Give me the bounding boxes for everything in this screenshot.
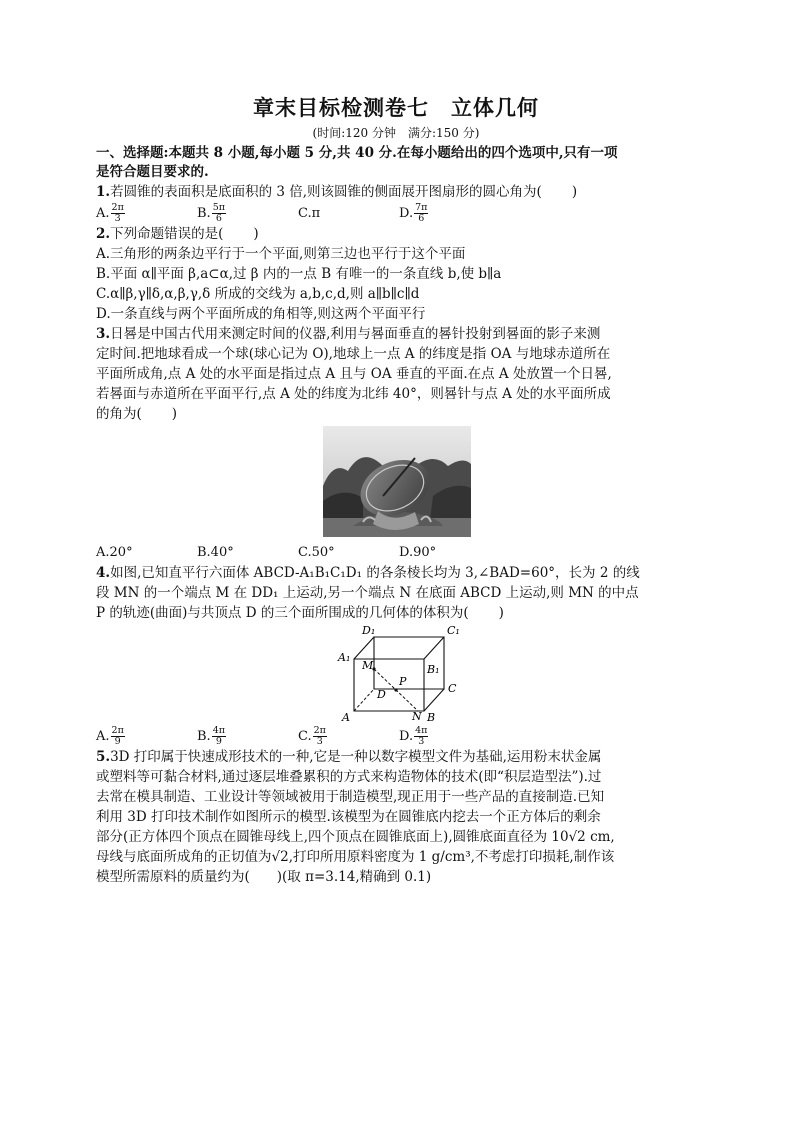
label-a1: A₁ xyxy=(338,651,351,664)
question-number: 3. xyxy=(96,326,111,342)
option-d[interactable] xyxy=(399,726,500,747)
question-text-line: 模型所需原料的质量约为( )(取 π=3.14,精确到 0.1) xyxy=(96,869,432,885)
option-d[interactable]: D.一条直线与两个平面所成的角相等,则这两个平面平行 xyxy=(96,306,426,322)
question-text-line: 母线与底面所成角的正切值为√2,打印所用原料密度为 1 g/cm³,不考虑打印损耗,制作该 xyxy=(96,849,615,865)
q1-options xyxy=(96,202,696,224)
option-label: D. xyxy=(399,205,414,221)
label-c1: C₁ xyxy=(447,625,460,637)
question-text-line: 的角为( xyxy=(96,406,142,422)
question-close: ) xyxy=(571,184,578,200)
parallelepiped-figure xyxy=(336,625,466,723)
option-label: B. xyxy=(197,728,211,744)
option-a[interactable] xyxy=(96,203,197,224)
question-5 xyxy=(96,747,696,887)
exam-time-score: (时间:120 分钟 满分:150 分) xyxy=(312,126,480,140)
fraction: $\frac{2\pi}{3}$ xyxy=(313,724,326,747)
label-b: B xyxy=(427,711,436,723)
option-d[interactable]: D.90° xyxy=(399,544,437,560)
option-b[interactable] xyxy=(197,203,298,224)
fraction: $\frac{2\pi}{3}$ xyxy=(111,201,124,224)
option-label: A. xyxy=(96,205,110,221)
label-a: A xyxy=(342,711,350,723)
option-a[interactable]: A.三角形的两条边平行于一个平面,则第三边也平行于这个平面 xyxy=(96,246,466,262)
question-text-line: 日晷是中国古代用来测定时间的仪器,利用与晷面垂直的晷针投射到晷面的影子来测 xyxy=(110,326,601,342)
option-a[interactable] xyxy=(96,726,197,747)
label-d: D xyxy=(377,688,386,701)
question-4 xyxy=(96,563,696,623)
question-number: 2. xyxy=(96,226,111,242)
label-m: M xyxy=(362,659,374,672)
option-label: D. xyxy=(399,728,414,744)
question-3 xyxy=(96,324,696,424)
question-text-line: 去常在模具制造、工业设计等领域被用于制造模型,现正用于一些产品的直接制造.已知 xyxy=(96,789,605,805)
question-text-line: 利用 3D 打印技术制作如图所示的模型.该模型为在圆锥底内挖去一个正方体后的剩余 xyxy=(96,809,601,825)
section-heading-line: 是符合题目要求的. xyxy=(96,164,209,180)
option-label: A. xyxy=(96,728,110,744)
q3-options xyxy=(96,541,696,563)
question-number: 5. xyxy=(96,749,111,765)
fraction: $\frac{5\pi}{6}$ xyxy=(212,201,225,224)
question-text-line: 段 MN 的一个端点 M 在 DD₁ 上运动,另一个端点 N 在底面 ABCD 上运动,则 MN 的中点 xyxy=(96,585,639,601)
option-label: B. xyxy=(197,205,211,221)
question-text-line: 如图,已知直平行六面体 ABCD-A₁B₁C₁D₁ 的各条棱长均为 3,∠BAD=60°，长为 2 的线 xyxy=(110,565,640,581)
option-label: C. xyxy=(298,728,312,744)
option-c[interactable] xyxy=(298,726,399,747)
label-b1: B₁ xyxy=(427,663,440,676)
question-text: 若圆锥的表面积是底面积的 3 倍,则该圆锥的侧面展开图扇形的圆心角为( xyxy=(110,184,542,200)
question-2 xyxy=(96,224,696,244)
option-c[interactable]: C.50° xyxy=(298,544,335,560)
question-text: 下列命题错误的是( xyxy=(110,226,224,242)
question-text-line: 定时间.把地球看成一个球(球心记为 O),地球上一点 A 的纬度是指 OA 与地球赤道所在 xyxy=(96,346,611,362)
question-text-line: 3D 打印属于快速成形技术的一种,它是一种以数字模型文件为基础,运用粉末状金属 xyxy=(110,749,602,765)
question-text-line: 若晷面与赤道所在平面平行,点 A 处的纬度为北纬 40°，则晷针与点 A 处的水平面所成 xyxy=(96,386,611,402)
section-heading xyxy=(96,144,696,182)
label-d1: D₁ xyxy=(362,625,376,637)
question-number: 4. xyxy=(96,565,111,581)
sundial-photo xyxy=(323,426,471,537)
fraction: $\frac{2\pi}{9}$ xyxy=(111,724,124,747)
option-d[interactable] xyxy=(399,203,500,224)
q4-options xyxy=(96,725,696,747)
question-text-line: P 的轨迹(曲面)与共顶点 D 的三个面所围成的几何体的体积为( xyxy=(96,605,469,621)
option-b[interactable]: B.40° xyxy=(197,544,234,560)
exam-page xyxy=(96,92,696,887)
page-title: 章末目标检测卷七 立体几何 xyxy=(253,96,539,120)
option-c[interactable]: C.α∥β,γ∥δ,α,β,γ,δ 所成的交线为 a,b,c,d,则 a∥b∥c∥d xyxy=(96,286,420,302)
fraction: $\frac{7\pi}{6}$ xyxy=(415,201,428,224)
option-b[interactable] xyxy=(197,726,298,747)
question-text-line: 平面所成角,点 A 处的水平面是指过点 A 且与 OA 垂直的平面.在点 A 处放置一个日晷, xyxy=(96,366,612,382)
question-close: ) xyxy=(171,406,178,422)
question-1 xyxy=(96,182,696,202)
option-b[interactable]: B.平面 α∥平面 β,a⊂α,过 β 内的一点 B 有唯一的一条直线 b,使 b∥a xyxy=(96,266,502,282)
question-close: ) xyxy=(498,605,504,621)
fraction: $\frac{4\pi}{9}$ xyxy=(212,724,225,747)
option-c[interactable] xyxy=(298,206,399,221)
option-a[interactable]: A.20° xyxy=(96,544,133,560)
section-heading-line: 一、选择题:本题共 8 小题,每小题 5 分,共 40 分.在每小题给出的四个选项中,只有一项 xyxy=(96,145,618,161)
option-label: C. xyxy=(298,205,312,221)
fraction: $\frac{4\pi}{3}$ xyxy=(415,724,428,747)
question-text-line: 或塑料等可黏合材料,通过逐层堆叠累积的方式来构造物体的技术(即“积层造型法”).过 xyxy=(96,769,602,785)
option-text: π xyxy=(311,205,321,221)
question-number: 1. xyxy=(96,184,111,200)
label-c: C xyxy=(448,682,457,695)
question-text-line: 部分(正方体四个顶点在圆锥母线上,四个顶点在圆锥底面上),圆锥底面直径为 10√2 cm, xyxy=(96,829,615,845)
label-n: N xyxy=(412,710,422,723)
question-close: ) xyxy=(253,226,259,242)
label-p: P xyxy=(399,675,407,688)
